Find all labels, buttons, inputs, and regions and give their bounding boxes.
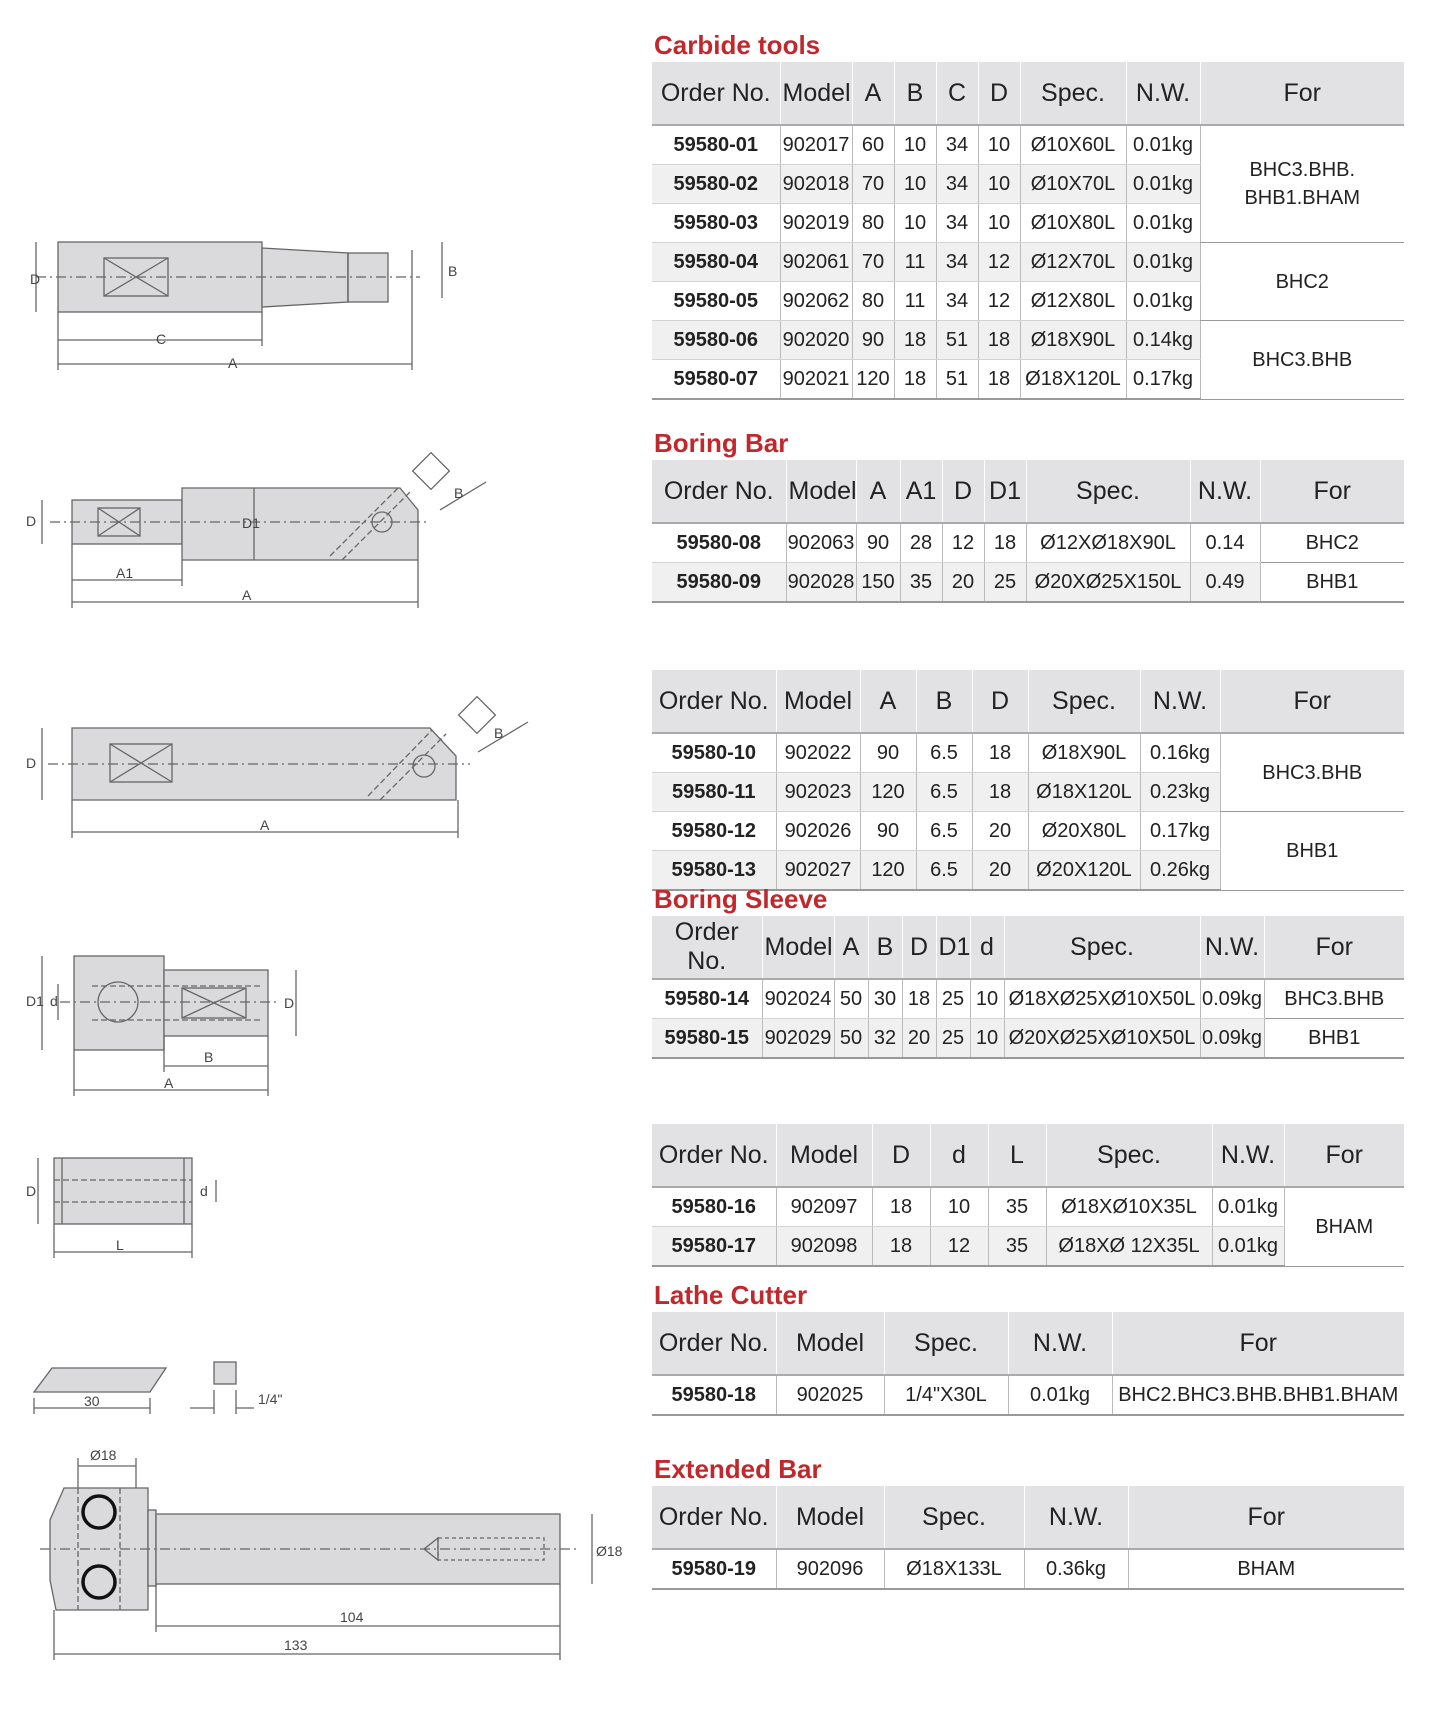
table-cell: 90 [860, 812, 916, 851]
section-lathe-cutter [652, 1278, 1404, 1416]
table-cell: 12 [978, 243, 1020, 282]
table-cell: 10 [970, 979, 1004, 1019]
table-cell: Ø18X90L [1028, 733, 1140, 773]
order-no-cell: 59580-12 [652, 812, 776, 851]
table-cell: 6.5 [916, 733, 972, 773]
dim-label: C [156, 331, 167, 347]
column-header: D [978, 62, 1020, 125]
dim-label: 104 [340, 1609, 364, 1625]
table-cell: 51 [936, 360, 978, 400]
table-cell: 80 [852, 204, 894, 243]
table-cell: 90 [852, 321, 894, 360]
table-cell: 30 [868, 979, 902, 1019]
table-cell: 18 [978, 321, 1020, 360]
table-row [652, 523, 1404, 563]
section-title: Boring Sleeve [654, 884, 828, 914]
for-cell: BHC3.BHB [1220, 733, 1404, 812]
order-no-cell: 59580-03 [652, 204, 780, 243]
spec-table [652, 1312, 1404, 1416]
column-header: Model [762, 916, 834, 979]
dim-label: d [50, 993, 58, 1009]
for-cell: BHAM [1128, 1549, 1404, 1589]
table-cell: 902024 [762, 979, 834, 1019]
for-cell: BHC3.BHB. BHB1.BHAM [1200, 125, 1404, 243]
column-header: B [894, 62, 936, 125]
table-cell: 902027 [776, 851, 860, 891]
table-cell: 902025 [776, 1375, 884, 1415]
section-title: Lathe Cutter [654, 1280, 808, 1310]
column-header: N.W. [1190, 460, 1260, 523]
table-cell: 70 [852, 243, 894, 282]
table-cell: 902098 [776, 1227, 872, 1267]
table-cell: Ø18X133L [884, 1549, 1024, 1589]
section-sleeve-insert [652, 1090, 1404, 1267]
table-cell: 0.01kg [1212, 1227, 1284, 1267]
column-header: Model [776, 1124, 872, 1187]
table-row [652, 1549, 1404, 1589]
section-title: Extended Bar [654, 1454, 822, 1484]
column-header: Order No. [652, 916, 762, 979]
dim-label: D [284, 995, 295, 1011]
table-cell: 902017 [780, 125, 852, 165]
table-cell: 50 [834, 979, 868, 1019]
table-cell: 18 [978, 360, 1020, 400]
order-no-cell: 59580-17 [652, 1227, 776, 1267]
table-cell: 50 [834, 1019, 868, 1059]
table-cell: Ø20X80L [1028, 812, 1140, 851]
table-cell: 20 [972, 812, 1028, 851]
table-cell: Ø12XØ18X90L [1026, 523, 1190, 563]
table-cell: 10 [930, 1187, 988, 1227]
table-cell: Ø20XØ25XØ10X50L [1004, 1019, 1200, 1059]
column-header: A [856, 460, 900, 523]
column-header: Spec. [1020, 62, 1126, 125]
spec-table [652, 1486, 1404, 1590]
order-no-cell: 59580-01 [652, 125, 780, 165]
table-cell: 10 [970, 1019, 1004, 1059]
boring-bar-1-drawing [42, 453, 486, 608]
table-cell: 0.36kg [1024, 1549, 1128, 1589]
column-header: D [942, 460, 984, 523]
boring-bar-2-drawing [42, 697, 528, 838]
table-cell: Ø18X120L [1028, 773, 1140, 812]
dim-label: D [30, 271, 41, 287]
section-boring-bar [652, 426, 1404, 603]
column-header: D [872, 1124, 930, 1187]
table-cell: 10 [978, 165, 1020, 204]
table-cell: 0.09kg [1200, 979, 1264, 1019]
table-cell: 60 [852, 125, 894, 165]
column-header: Model [776, 670, 860, 733]
column-header: D [972, 670, 1028, 733]
table-cell: Ø10X70L [1020, 165, 1126, 204]
column-header: A [860, 670, 916, 733]
table-cell: 902061 [780, 243, 852, 282]
table-cell: 35 [900, 563, 942, 603]
section-carbide-tools [652, 28, 1404, 400]
table-cell: 902021 [780, 360, 852, 400]
column-header: Spec. [1028, 670, 1140, 733]
table-cell: Ø20XØ25X150L [1026, 563, 1190, 603]
table-cell: 35 [988, 1187, 1046, 1227]
table-cell: 0.23kg [1140, 773, 1220, 812]
table-row [652, 979, 1404, 1019]
table-cell: 902062 [780, 282, 852, 321]
table-cell: 902018 [780, 165, 852, 204]
table-cell: 20 [972, 851, 1028, 891]
dim-label: A [228, 355, 238, 371]
table-cell: 902096 [776, 1549, 884, 1589]
table-cell: 902028 [786, 563, 856, 603]
table-cell: 0.17kg [1126, 360, 1200, 400]
column-header: A [852, 62, 894, 125]
table-cell: 0.01kg [1126, 243, 1200, 282]
section-title: Carbide tools [654, 30, 821, 60]
column-header: Spec. [1004, 916, 1200, 979]
section-boring-sleeve [652, 882, 1404, 1059]
table-cell: Ø12X80L [1020, 282, 1126, 321]
table-cell: 10 [978, 125, 1020, 165]
table-cell: 12 [930, 1227, 988, 1267]
dim-label: d [200, 1183, 208, 1199]
for-cell: BHC2.BHC3.BHB.BHB1.BHAM [1112, 1375, 1404, 1415]
column-header: D1 [984, 460, 1026, 523]
table-cell: 12 [978, 282, 1020, 321]
dim-label: 133 [284, 1637, 308, 1653]
table-cell: 80 [852, 282, 894, 321]
column-header: Order No. [652, 460, 786, 523]
table-cell: 0.09kg [1200, 1019, 1264, 1059]
table-row [652, 321, 1404, 360]
column-header: For [1264, 916, 1404, 979]
order-no-cell: 59580-14 [652, 979, 762, 1019]
column-header: Spec. [884, 1486, 1024, 1549]
table-row [652, 125, 1404, 165]
column-header: Model [776, 1312, 884, 1375]
column-header: d [970, 916, 1004, 979]
table-cell: 18 [894, 321, 936, 360]
table-row [652, 1187, 1404, 1227]
table-row [652, 563, 1404, 603]
table-cell: 25 [936, 1019, 970, 1059]
table-row [652, 1019, 1404, 1059]
column-header: For [1220, 670, 1404, 733]
for-cell: BHC2 [1200, 243, 1404, 321]
table-cell: 10 [978, 204, 1020, 243]
dim-label: A1 [116, 565, 134, 581]
table-cell: 0.01kg [1126, 165, 1200, 204]
dim-label: B [204, 1049, 214, 1065]
table-cell: 32 [868, 1019, 902, 1059]
order-no-cell: 59580-08 [652, 523, 786, 563]
table-row [652, 733, 1404, 773]
table-cell: 18 [872, 1227, 930, 1267]
carbide-tool-drawing [36, 242, 442, 370]
table-cell: 90 [856, 523, 900, 563]
table-cell: 25 [984, 563, 1026, 603]
sleeve-insert-drawing [38, 1158, 216, 1258]
dim-label: B [494, 725, 504, 741]
table-cell: 90 [860, 733, 916, 773]
column-header: For [1200, 62, 1404, 125]
column-header: Spec. [1026, 460, 1190, 523]
column-header: A1 [900, 460, 942, 523]
dim-label: D1 [242, 515, 260, 531]
column-header: Order No. [652, 670, 776, 733]
table-cell: Ø18XØ25XØ10X50L [1004, 979, 1200, 1019]
table-cell: 0.14kg [1126, 321, 1200, 360]
order-no-cell: 59580-13 [652, 851, 776, 891]
table-cell: 25 [936, 979, 970, 1019]
table-cell: 0.49 [1190, 563, 1260, 603]
column-header: Order No. [652, 1312, 776, 1375]
spec-table [652, 1124, 1404, 1267]
table-cell: 11 [894, 243, 936, 282]
dim-label: B [448, 263, 458, 279]
table-cell: 0.01kg [1126, 125, 1200, 165]
table-cell: Ø18XØ10X35L [1046, 1187, 1212, 1227]
section-title: Boring Bar [654, 428, 789, 458]
table-cell: 0.16kg [1140, 733, 1220, 773]
table-cell: 902023 [776, 773, 860, 812]
table-cell: 0.26kg [1140, 851, 1220, 891]
table-cell: 10 [894, 204, 936, 243]
dim-label: A [242, 587, 252, 603]
table-cell: 120 [860, 851, 916, 891]
order-no-cell: 59580-15 [652, 1019, 762, 1059]
order-no-cell: 59580-11 [652, 773, 776, 812]
table-cell: 10 [894, 165, 936, 204]
dim-label: 1/4" [258, 1391, 283, 1407]
dim-label: B [454, 485, 464, 501]
column-header: For [1260, 460, 1404, 523]
table-cell: 34 [936, 243, 978, 282]
section-title [652, 1090, 1404, 1124]
order-no-cell: 59580-07 [652, 360, 780, 400]
dim-label: L [116, 1237, 124, 1253]
table-cell: 10 [894, 125, 936, 165]
table-cell: 34 [936, 125, 978, 165]
table-cell: 120 [852, 360, 894, 400]
table-cell: 34 [936, 204, 978, 243]
table-row [652, 243, 1404, 282]
table-cell: 18 [872, 1187, 930, 1227]
for-cell: BHB1 [1260, 563, 1404, 603]
extended-bar-drawing [40, 1458, 592, 1660]
column-header: B [916, 670, 972, 733]
column-header: Model [776, 1486, 884, 1549]
column-header: N.W. [1212, 1124, 1284, 1187]
order-no-cell: 59580-18 [652, 1375, 776, 1415]
table-cell: 0.01kg [1008, 1375, 1112, 1415]
column-header: N.W. [1200, 916, 1264, 979]
table-cell: 902097 [776, 1187, 872, 1227]
table-cell: 51 [936, 321, 978, 360]
column-header: Spec. [1046, 1124, 1212, 1187]
column-header: Order No. [652, 62, 780, 125]
table-cell: 20 [902, 1019, 936, 1059]
table-cell: 18 [972, 733, 1028, 773]
table-cell: 34 [936, 282, 978, 321]
order-no-cell: 59580-19 [652, 1549, 776, 1589]
section-title [652, 636, 1404, 670]
table-cell: 902020 [780, 321, 852, 360]
column-header: N.W. [1024, 1486, 1128, 1549]
column-header: N.W. [1008, 1312, 1112, 1375]
table-cell: 35 [988, 1227, 1046, 1267]
table-cell: Ø10X60L [1020, 125, 1126, 165]
column-header: Model [780, 62, 852, 125]
table-cell: Ø18XØ 12X35L [1046, 1227, 1212, 1267]
for-cell: BHC2 [1260, 523, 1404, 563]
table-row [652, 1375, 1404, 1415]
column-header: Spec. [884, 1312, 1008, 1375]
column-header: A [834, 916, 868, 979]
lathe-cutter-drawing [34, 1362, 254, 1414]
table-cell: 18 [972, 773, 1028, 812]
column-header: B [868, 916, 902, 979]
column-header: D1 [936, 916, 970, 979]
order-no-cell: 59580-06 [652, 321, 780, 360]
table-cell: 70 [852, 165, 894, 204]
table-cell: 0.01kg [1212, 1187, 1284, 1227]
column-header: Order No. [652, 1124, 776, 1187]
column-header: For [1128, 1486, 1404, 1549]
for-cell: BHC3.BHB [1264, 979, 1404, 1019]
order-no-cell: 59580-09 [652, 563, 786, 603]
technical-drawings [0, 0, 640, 1720]
column-header: d [930, 1124, 988, 1187]
table-cell: 0.14 [1190, 523, 1260, 563]
table-cell: 902063 [786, 523, 856, 563]
spec-table [652, 670, 1404, 891]
table-cell: 11 [894, 282, 936, 321]
table-cell: 18 [894, 360, 936, 400]
section-extended-bar [652, 1452, 1404, 1590]
table-cell: 12 [942, 523, 984, 563]
column-header: For [1284, 1124, 1404, 1187]
column-header: N.W. [1126, 62, 1200, 125]
for-cell: BHB1 [1220, 812, 1404, 891]
table-cell: 18 [984, 523, 1026, 563]
column-header: C [936, 62, 978, 125]
dim-label: D1 [26, 993, 44, 1009]
table-cell: 902026 [776, 812, 860, 851]
order-no-cell: 59580-04 [652, 243, 780, 282]
dim-label: A [260, 817, 270, 833]
table-cell: 6.5 [916, 812, 972, 851]
table-cell: 150 [856, 563, 900, 603]
spec-table [652, 460, 1404, 603]
spec-table [652, 62, 1404, 400]
order-no-cell: 59580-05 [652, 282, 780, 321]
table-cell: 28 [900, 523, 942, 563]
table-row [652, 812, 1404, 851]
table-cell: 1/4"X30L [884, 1375, 1008, 1415]
table-cell: 34 [936, 165, 978, 204]
table-cell: 0.01kg [1126, 204, 1200, 243]
dim-label: D [26, 513, 37, 529]
table-cell: 120 [860, 773, 916, 812]
dim-label: D [26, 1183, 37, 1199]
table-cell: 18 [902, 979, 936, 1019]
table-cell: Ø12X70L [1020, 243, 1126, 282]
dim-label: A [164, 1075, 174, 1091]
table-cell: Ø20X120L [1028, 851, 1140, 891]
dim-label: D [26, 755, 37, 771]
column-header: D [902, 916, 936, 979]
column-header: L [988, 1124, 1046, 1187]
dim-label: Ø18 [596, 1543, 623, 1559]
table-cell: 0.17kg [1140, 812, 1220, 851]
column-header: N.W. [1140, 670, 1220, 733]
order-no-cell: 59580-10 [652, 733, 776, 773]
table-cell: 902022 [776, 733, 860, 773]
for-cell: BHC3.BHB [1200, 321, 1404, 400]
table-cell: 902019 [780, 204, 852, 243]
table-cell: Ø10X80L [1020, 204, 1126, 243]
for-cell: BHAM [1284, 1187, 1404, 1266]
column-header: Model [786, 460, 856, 523]
table-cell: 20 [942, 563, 984, 603]
table-cell: Ø18X120L [1020, 360, 1126, 400]
order-no-cell: 59580-02 [652, 165, 780, 204]
dim-label: Ø18 [90, 1447, 117, 1463]
order-no-cell: 59580-16 [652, 1187, 776, 1227]
column-header: For [1112, 1312, 1404, 1375]
column-header: Order No. [652, 1486, 776, 1549]
spec-table [652, 916, 1404, 1059]
table-cell: 6.5 [916, 773, 972, 812]
dim-label: 30 [84, 1393, 100, 1409]
section-boring-bar-b [652, 636, 1404, 891]
table-cell: 6.5 [916, 851, 972, 891]
table-cell: 0.01kg [1126, 282, 1200, 321]
table-cell: Ø18X90L [1020, 321, 1126, 360]
for-cell: BHB1 [1264, 1019, 1404, 1059]
table-cell: 902029 [762, 1019, 834, 1059]
